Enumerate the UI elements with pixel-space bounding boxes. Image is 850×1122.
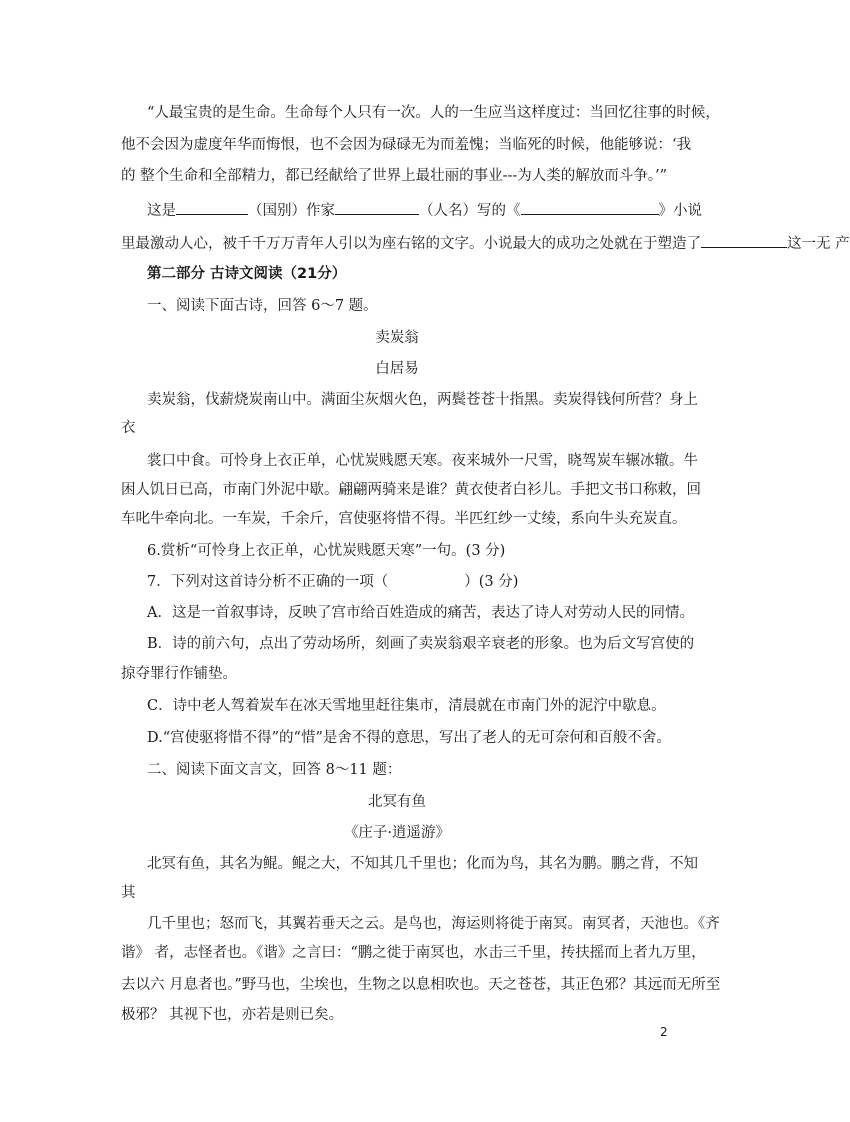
prose-line-5: 去以六 月息者也。”野马也，尘埃也，生物之以息相吹也。天之苍苍，其正色邪？其远而无所至 xyxy=(121,977,721,993)
prose-title: 北冥有鱼 xyxy=(368,794,426,810)
option-c: C．诗中老人驾着炭车在冰天雪地里赶往集市，清晨就在市南门外的泥泞中歇息。 xyxy=(147,698,666,714)
question-7-tail: ）(3 分) xyxy=(464,574,519,590)
prose-line-1: 北冥有鱼，其名为鲲。鲲之大，不知其几千里也；化而为鸟，其名为鹏。鹏之背，不知 xyxy=(147,856,698,872)
blank-author[interactable] xyxy=(335,200,419,215)
quote-line-2: 他不会因为虚度年华而悔恨，也不会因为碌碌无为而羞愧；当临死的时候，他能够说：‘我 xyxy=(121,137,692,153)
option-b-line-1: B．诗的前六句，点出了劳动场所，刻画了卖炭翁艰辛衰老的形象。也为后文写宫使的 xyxy=(147,636,695,652)
prose-line-3: 几千里也；怒而飞，其翼若垂天之云。是鸟也，海运则将徙于南冥。南冥者，天池也。《齐 xyxy=(147,916,720,932)
poem-line-4: 困人饥日已高，市南门外泥中歇。翩翩两骑来是谁？黄衣使者白衫儿。手把文书口称敕，回 xyxy=(121,482,701,498)
poem-author: 白居易 xyxy=(375,361,419,377)
poem-line-1: 卖炭翁，伐薪烧炭南山中。满面尘灰烟火色，两鬓苍苍十指黑。卖炭得钱何所营？身上 xyxy=(147,392,698,408)
blank-character[interactable] xyxy=(701,233,787,248)
option-b-line-2: 掠夺罪行作铺垫。 xyxy=(121,666,237,682)
quote-line-3: 的 整个生命和全部精力，都已经献给了世界上最壮丽的事业---为人类的解放而斗争。’” xyxy=(121,168,668,184)
fill-blank-line-2 xyxy=(121,233,850,254)
page-number: 2 xyxy=(660,1025,668,1039)
poem-line-2: 衣 xyxy=(121,420,136,436)
fill-text-e: 里最激动人心，被千千万万青年人引以为座右铭的文字。小说最大的成功之处就在于塑造了 xyxy=(121,236,701,252)
part2-heading: 第二部分 古诗文阅读（21分） xyxy=(147,266,347,282)
blank-country[interactable] xyxy=(176,200,248,215)
quote-line-1: “人最宝贵的是生命。生命每个人只有一次。人的一生应当这样度过：当回忆往事的时候， xyxy=(147,105,720,121)
fill-text-c: （人名）写的《 xyxy=(419,203,521,219)
blank-novel-title[interactable] xyxy=(521,200,659,215)
section1-intro: 一、阅读下面古诗，回答 6～7 题。 xyxy=(147,298,378,314)
poem-title: 卖炭翁 xyxy=(375,330,419,346)
prose-line-2: 其 xyxy=(121,885,136,901)
poem-line-5: 车叱牛牵向北。一车炭，千余斤，宫使驱将惜不得。半匹红纱一丈绫，系向牛头充炭直。 xyxy=(121,511,687,527)
fill-text-f: 这一无 产 xyxy=(787,236,850,252)
option-d: D.“宫使驱将惜不得”的“惜”是舍不得的意思，写出了老人的无可奈何和百般不舍。 xyxy=(147,730,671,746)
prose-line-6: 极邪？ 其视下也，亦若是则已矣。 xyxy=(121,1007,344,1023)
prose-line-4: 谐》 者，志怪者也。《谐》之言曰：“鹏之徙于南冥也，水击三千里，抟扶摇而上者九万里， xyxy=(121,945,706,961)
question-7 xyxy=(147,572,707,592)
fill-text-d: 》小说 xyxy=(658,203,702,219)
section2-intro: 二、阅读下面文言文，回答 8～11 题： xyxy=(147,762,402,778)
question-7-stem: 7．下列对这首诗分析不正确的一项（ xyxy=(147,574,389,590)
fill-text-b: （国别）作家 xyxy=(248,203,335,219)
option-a: A．这是一首叙事诗，反映了宫市给百姓造成的痛苦，表达了诗人对劳动人民的同情。 xyxy=(147,605,694,621)
fill-blank-line-1 xyxy=(147,200,707,221)
prose-source: 《庄子·逍遥游》 xyxy=(343,825,451,841)
question-6: 6.赏析“可怜身上衣正单，心忧炭贱愿天寒”一句。(3 分) xyxy=(147,543,506,559)
fill-text-a: 这是 xyxy=(147,203,176,219)
poem-line-3: 裳口中食。可怜身上衣正单，心忧炭贱愿天寒。夜来城外一尺雪，晓驾炭车辗冰辙。牛 xyxy=(147,453,698,469)
